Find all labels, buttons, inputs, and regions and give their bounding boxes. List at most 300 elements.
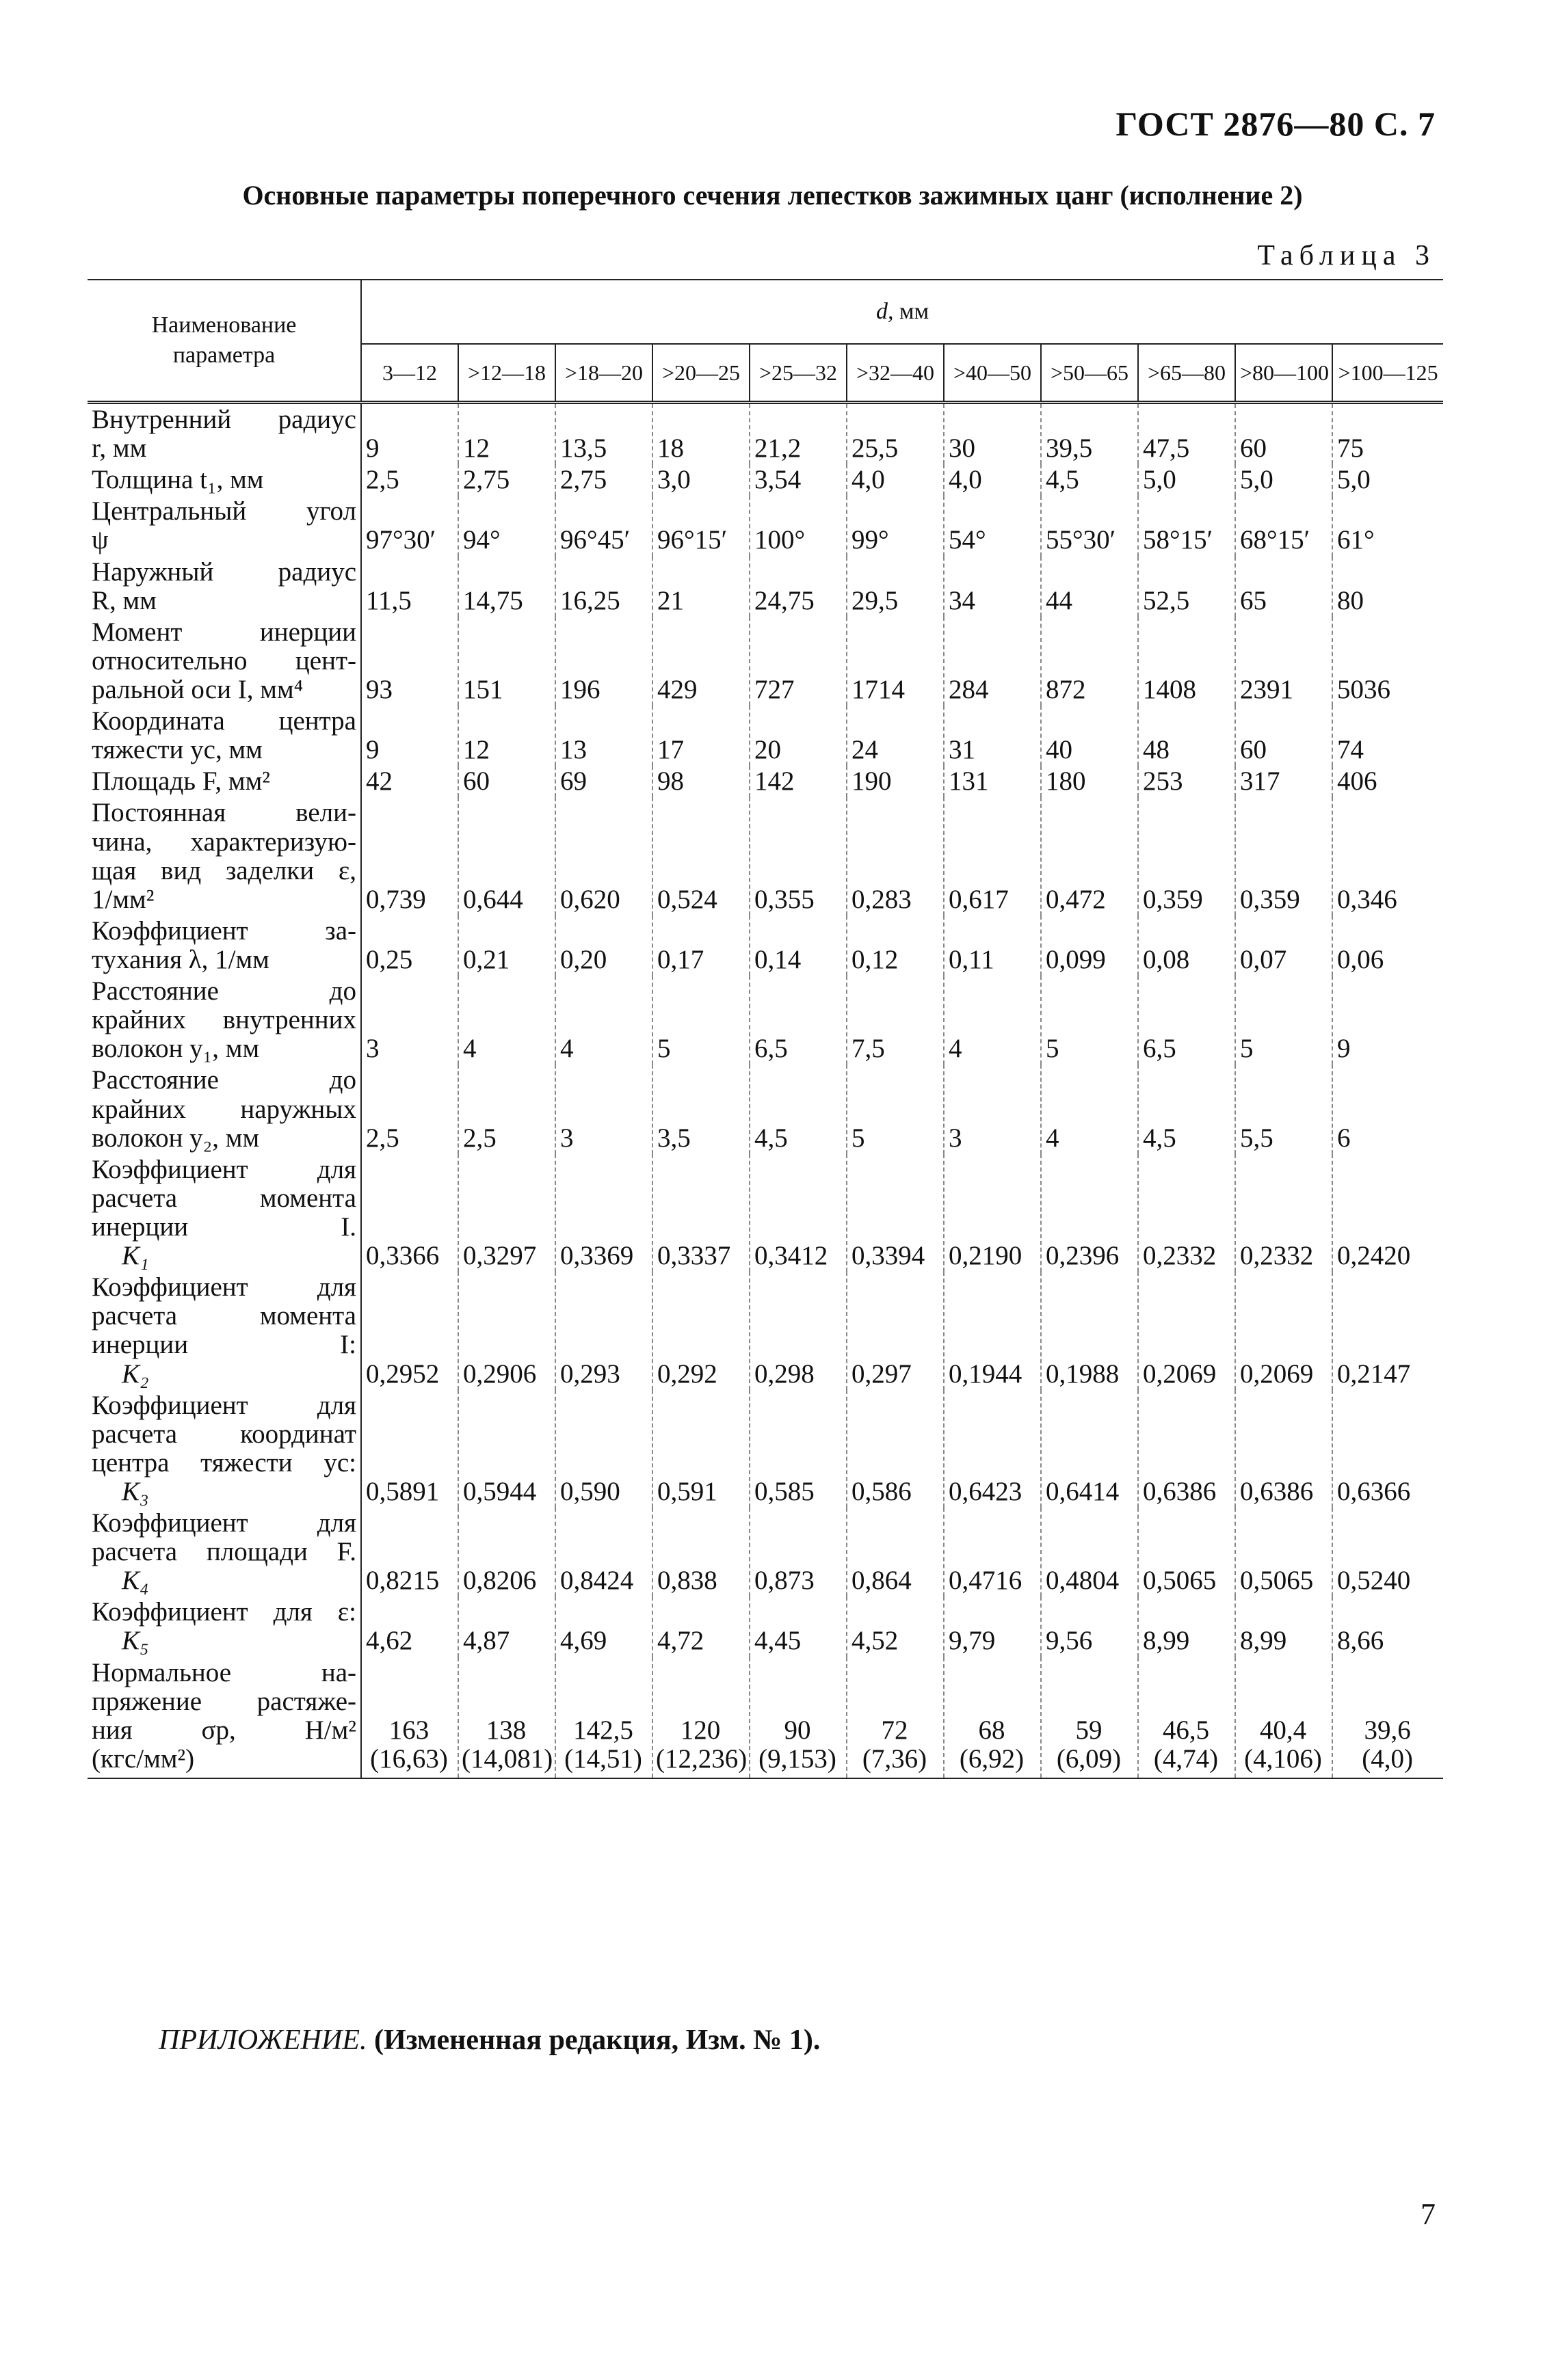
value-cell <box>1332 1657 1443 1778</box>
value-text: 3,0 <box>657 465 691 495</box>
value-text: 0,20 <box>560 944 607 974</box>
value-text: 11,5 <box>366 585 412 615</box>
value-cell <box>1041 1508 1138 1596</box>
parameter-name-line: чина, характеризую- <box>92 827 356 857</box>
value-text: 0,617 <box>949 884 1009 914</box>
value-text: 0,25 <box>366 944 413 974</box>
value-text: 872 <box>1046 674 1086 704</box>
value-text: 42 <box>366 766 393 797</box>
value-text: 0,2952 <box>366 1359 440 1389</box>
value-cell <box>944 797 1041 915</box>
value-text: 0,2147 <box>1337 1359 1411 1389</box>
parameter-name-cell <box>88 1065 361 1153</box>
value-cell <box>1235 766 1332 797</box>
header-range: >20—25 <box>652 344 750 403</box>
value-text: 2,5 <box>366 465 399 495</box>
value-cell <box>1041 496 1138 556</box>
value-text: 6,5 <box>754 1034 788 1064</box>
value-cell <box>555 1065 652 1153</box>
value-cell <box>847 915 944 976</box>
value-cell <box>847 797 944 915</box>
value-text: 429 <box>657 674 698 704</box>
value-text: 4 <box>560 1034 574 1064</box>
value-text: 142,5 <box>573 1715 633 1745</box>
parameter-name-line: расчета момента <box>92 1183 356 1213</box>
value-text: 60 <box>1240 433 1267 464</box>
value-cell <box>1332 557 1443 617</box>
table-row <box>88 797 1443 915</box>
table-row <box>88 1390 1443 1508</box>
table-row <box>88 496 1443 556</box>
value-cell <box>1332 1272 1443 1389</box>
table-row <box>88 617 1443 706</box>
value-cell <box>1332 1508 1443 1596</box>
parameter-name-cell <box>88 766 361 797</box>
value-text: 0,6386 <box>1240 1476 1314 1506</box>
value-cell <box>1138 617 1235 706</box>
value-text: 39,6 <box>1364 1715 1411 1745</box>
value-cell <box>1332 766 1443 797</box>
value-text: 0,620 <box>560 884 620 914</box>
value-cell <box>1235 706 1332 766</box>
value-cell <box>1332 496 1443 556</box>
value-cell <box>847 557 944 617</box>
value-cell <box>847 976 944 1065</box>
value-text: 3,54 <box>754 465 802 495</box>
value-cell <box>750 915 847 976</box>
value-text: 72 <box>881 1715 908 1745</box>
value-text: 0,3369 <box>560 1241 634 1271</box>
value-cell <box>458 797 555 915</box>
value-cell <box>652 1508 750 1596</box>
value-text: 2391 <box>1240 674 1293 704</box>
value-cell <box>1332 617 1443 706</box>
value-text: 0,6423 <box>949 1476 1022 1506</box>
value-cell <box>1041 557 1138 617</box>
value-text: 24 <box>851 735 878 765</box>
value-text: 2,75 <box>560 465 607 495</box>
header-d-symbol: d, <box>876 298 894 324</box>
value-cell <box>750 617 847 706</box>
value-text: 18 <box>657 433 684 464</box>
value-cell <box>750 1657 847 1778</box>
value-cell <box>1041 1657 1138 1778</box>
parameter-name-line: (кгс/мм²) <box>92 1743 195 1774</box>
value-cell <box>652 557 750 617</box>
value-text: 0,359 <box>1240 884 1300 914</box>
footnote-revision: (Измененная редакция, Изм. № 1). <box>367 2024 821 2056</box>
value-cell <box>361 464 458 496</box>
value-text: 120 <box>680 1715 721 1745</box>
parameter-name-line: волокон y₁, мм <box>92 1034 260 1064</box>
value-cell <box>1235 1154 1332 1272</box>
value-cell <box>361 797 458 915</box>
parameter-name-cell <box>88 617 361 706</box>
value-text: 0,585 <box>754 1476 815 1506</box>
value-text: 196 <box>560 674 600 704</box>
value-text: 5,0 <box>1240 465 1273 495</box>
parameter-name-line: Внутренний радиус <box>92 405 356 434</box>
value-cell <box>555 706 652 766</box>
value-text-secondary: (6,09) <box>1056 1743 1122 1774</box>
value-cell <box>1138 1508 1235 1596</box>
value-cell <box>944 1154 1041 1272</box>
value-text: 100° <box>754 525 806 555</box>
value-text: 0,283 <box>851 884 912 914</box>
value-cell <box>555 1272 652 1389</box>
value-cell <box>555 496 652 556</box>
value-cell <box>1138 766 1235 797</box>
value-text: 0,2396 <box>1046 1241 1120 1271</box>
value-cell <box>458 1596 555 1657</box>
value-cell <box>361 1065 458 1153</box>
value-text: 3 <box>949 1123 962 1153</box>
value-text: 0,292 <box>657 1359 717 1389</box>
header-range: >80—100 <box>1235 344 1332 403</box>
value-text: 5036 <box>1337 674 1390 704</box>
value-cell <box>652 915 750 976</box>
value-text: 0,586 <box>851 1476 912 1506</box>
value-cell <box>944 557 1041 617</box>
value-cell <box>847 1390 944 1508</box>
value-cell <box>652 496 750 556</box>
value-text: 5,0 <box>1337 465 1371 495</box>
value-text: 9,56 <box>1046 1626 1093 1656</box>
table-title: Основные параметры поперечного сечения лепестков зажимных цанг (исполнение 2) <box>242 180 1303 211</box>
header-range: >40—50 <box>944 344 1041 403</box>
value-cell <box>847 1657 944 1778</box>
value-cell <box>944 496 1041 556</box>
value-cell <box>361 976 458 1065</box>
coefficient-symbol: K₃ <box>122 1476 149 1506</box>
value-cell <box>652 1657 750 1778</box>
value-text: 9,79 <box>949 1626 996 1656</box>
value-cell <box>1138 1065 1235 1153</box>
value-cell <box>750 797 847 915</box>
header-range: >18—20 <box>555 344 652 403</box>
value-text: 0,2069 <box>1240 1359 1314 1389</box>
value-cell <box>944 464 1041 496</box>
value-text: 0,3412 <box>754 1241 828 1271</box>
table-row <box>88 1657 1443 1778</box>
value-cell <box>555 797 652 915</box>
parameter-name-cell <box>88 797 361 915</box>
table-row <box>88 1508 1443 1596</box>
value-cell <box>361 915 458 976</box>
value-text: 0,2069 <box>1143 1359 1217 1389</box>
value-cell <box>944 1272 1041 1389</box>
value-text: 24,75 <box>754 585 815 615</box>
header-range: 3—12 <box>361 344 458 403</box>
value-cell <box>944 1657 1041 1778</box>
value-cell <box>555 976 652 1065</box>
value-text: 0,3297 <box>463 1241 537 1271</box>
value-cell <box>1235 617 1332 706</box>
value-text: 55°30′ <box>1046 525 1116 555</box>
parameter-name-cell <box>88 1657 361 1778</box>
value-text: 74 <box>1337 735 1364 765</box>
value-text: 0,06 <box>1337 944 1384 974</box>
value-text: 93 <box>366 674 393 704</box>
value-cell <box>1041 1272 1138 1389</box>
value-text: 58°15′ <box>1143 525 1213 555</box>
value-text: 0,5065 <box>1240 1566 1314 1596</box>
value-cell <box>1041 1596 1138 1657</box>
value-cell <box>652 706 750 766</box>
parameter-name-cell <box>88 403 361 465</box>
table-row <box>88 766 1443 797</box>
value-cell <box>1332 915 1443 976</box>
value-text: 0,644 <box>463 884 523 914</box>
value-text: 3,5 <box>657 1123 691 1153</box>
value-text-secondary: (9,153) <box>758 1743 836 1774</box>
value-text: 0,5944 <box>463 1476 537 1506</box>
value-text: 69 <box>560 766 587 797</box>
value-cell <box>1138 464 1235 496</box>
value-text: 2,5 <box>463 1123 497 1153</box>
table-row <box>88 557 1443 617</box>
parameter-name-cell <box>88 1596 361 1657</box>
value-cell <box>652 1596 750 1657</box>
parameter-name-cell <box>88 464 361 496</box>
value-text: 0,6386 <box>1143 1476 1217 1506</box>
value-text: 0,590 <box>560 1476 620 1506</box>
table-row <box>88 1154 1443 1272</box>
value-text: 60 <box>463 766 490 797</box>
footnote <box>159 2024 820 2057</box>
value-text: 4,45 <box>754 1626 802 1656</box>
value-cell <box>555 1390 652 1508</box>
value-text: 68 <box>978 1715 1005 1745</box>
value-cell <box>847 496 944 556</box>
parameter-name-line: Наружный радиус <box>92 557 356 587</box>
value-cell <box>1235 976 1332 1065</box>
value-cell <box>361 617 458 706</box>
value-cell <box>944 403 1041 465</box>
value-cell <box>1138 496 1235 556</box>
value-text: 2,75 <box>463 465 510 495</box>
value-text: 0,864 <box>851 1566 912 1596</box>
table-row <box>88 706 1443 766</box>
parameter-name-cell <box>88 706 361 766</box>
value-cell <box>847 403 944 465</box>
value-text: 68°15′ <box>1240 525 1310 555</box>
parameter-name-line: расчета координат <box>92 1419 356 1449</box>
table-row <box>88 1272 1443 1389</box>
value-text: 4,87 <box>463 1626 510 1656</box>
value-cell <box>1235 915 1332 976</box>
value-cell <box>1138 797 1235 915</box>
value-cell <box>1041 915 1138 976</box>
value-text: 40 <box>1046 735 1072 765</box>
value-cell <box>1235 1657 1332 1778</box>
parameter-name-line: центра тяжести yc: <box>92 1447 356 1478</box>
value-cell <box>458 496 555 556</box>
parameter-name-line: Коэффициент для <box>92 1508 356 1538</box>
value-cell <box>1235 403 1332 465</box>
value-text: 8,99 <box>1240 1626 1287 1656</box>
value-cell <box>555 1508 652 1596</box>
value-text: 0,5065 <box>1143 1566 1217 1596</box>
value-text: 54° <box>949 525 986 555</box>
value-text: 142 <box>754 766 795 797</box>
parameter-name-line: Коэффициент для <box>92 1390 356 1420</box>
value-text: 60 <box>1240 735 1267 765</box>
value-text: 1714 <box>851 674 905 704</box>
value-text: 12 <box>463 735 490 765</box>
value-text: 0,8206 <box>463 1566 537 1596</box>
value-cell <box>750 1508 847 1596</box>
value-text: 4,0 <box>851 465 885 495</box>
value-cell <box>1235 1390 1332 1508</box>
value-text: 4,69 <box>560 1626 607 1656</box>
value-cell <box>1041 1390 1138 1508</box>
page-number: 7 <box>1421 2197 1436 2231</box>
value-cell <box>944 976 1041 1065</box>
value-text: 4,52 <box>851 1626 899 1656</box>
parameter-name-line: Центральный угол <box>92 496 356 526</box>
value-cell <box>750 1065 847 1153</box>
header-name-line-2: параметра <box>172 343 276 368</box>
value-text-secondary: (12,236) <box>656 1743 748 1774</box>
value-text: 0,346 <box>1337 884 1397 914</box>
value-text: 5 <box>1240 1034 1254 1064</box>
value-cell <box>847 464 944 496</box>
value-text: 98 <box>657 766 684 797</box>
header-range: >100—125 <box>1332 344 1443 403</box>
value-cell <box>458 464 555 496</box>
value-text-secondary: (14,51) <box>564 1743 642 1774</box>
value-text: 4,5 <box>1046 465 1079 495</box>
parameter-name-cell <box>88 976 361 1065</box>
value-text: 0,2906 <box>463 1359 537 1389</box>
parameter-name-line: Коэффициент для <box>92 1154 356 1184</box>
header-diameter <box>361 280 1443 344</box>
value-cell <box>361 403 458 465</box>
parameter-name-line: расчета площади F. <box>92 1537 356 1567</box>
value-text: 40,4 <box>1259 1715 1307 1745</box>
value-cell <box>847 1154 944 1272</box>
value-cell <box>361 1508 458 1596</box>
value-text: 0,21 <box>463 944 510 974</box>
value-cell <box>361 1596 458 1657</box>
value-cell <box>1041 464 1138 496</box>
value-text: 48 <box>1143 735 1170 765</box>
value-cell <box>847 1272 944 1389</box>
header-range: >50—65 <box>1041 344 1138 403</box>
value-cell <box>361 496 458 556</box>
value-cell <box>1332 464 1443 496</box>
value-text: 151 <box>463 674 503 704</box>
value-text: 138 <box>486 1715 527 1745</box>
value-cell <box>1041 617 1138 706</box>
value-cell <box>750 976 847 1065</box>
parameter-name-line: ральной оси I, мм⁴ <box>92 674 304 704</box>
value-cell <box>458 766 555 797</box>
value-text: 96°15′ <box>657 525 728 555</box>
value-text: 12 <box>463 433 490 464</box>
value-text: 0,591 <box>657 1476 717 1506</box>
parameter-name-line: ния σp, Н/м² <box>92 1715 356 1745</box>
document-header: ГОСТ 2876—80 С. 7 <box>1115 105 1436 143</box>
value-text: 4 <box>949 1034 962 1064</box>
value-text: 0,5240 <box>1337 1566 1411 1596</box>
parameter-name-line: расчета момента <box>92 1301 356 1331</box>
value-text: 6 <box>1337 1123 1351 1153</box>
table-row <box>88 1596 1443 1657</box>
value-text: 0,4804 <box>1046 1566 1120 1596</box>
value-cell <box>1235 1272 1332 1389</box>
parameter-name-line: щая вид заделки ε, <box>92 855 356 885</box>
value-text: 5,5 <box>1240 1123 1273 1153</box>
value-cell <box>555 1596 652 1657</box>
value-cell <box>458 1272 555 1389</box>
value-cell <box>847 706 944 766</box>
value-cell <box>361 766 458 797</box>
value-text: 0,12 <box>851 944 899 974</box>
value-text: 0,1944 <box>949 1359 1022 1389</box>
header-range: >65—80 <box>1138 344 1235 403</box>
parameter-name-line: Нормальное на- <box>92 1657 356 1687</box>
value-cell <box>1332 797 1443 915</box>
value-text: 30 <box>949 433 975 464</box>
parameter-name-cell <box>88 915 361 976</box>
value-text: 44 <box>1046 585 1072 615</box>
value-text: 0,739 <box>366 884 426 914</box>
value-cell <box>361 1154 458 1272</box>
value-text: 0,07 <box>1240 944 1287 974</box>
value-cell <box>555 1154 652 1272</box>
parameter-name-line: Момент инерции <box>92 617 356 647</box>
value-cell <box>555 1657 652 1778</box>
value-cell <box>652 1390 750 1508</box>
value-cell <box>652 1154 750 1272</box>
value-cell <box>1138 403 1235 465</box>
parameter-name-line: Координата центра <box>92 706 356 736</box>
value-text: 9 <box>366 735 380 765</box>
value-text: 3 <box>560 1123 574 1153</box>
value-cell <box>1041 706 1138 766</box>
parameter-name-cell <box>88 1508 361 1596</box>
value-cell <box>458 1508 555 1596</box>
value-text: 16,25 <box>560 585 620 615</box>
value-text: 20 <box>754 735 781 765</box>
header-d-unit: мм <box>893 298 929 324</box>
parameter-name-line: инерции I. <box>92 1212 356 1242</box>
value-text: 5 <box>851 1123 865 1153</box>
value-cell <box>1041 976 1138 1065</box>
value-cell <box>847 1596 944 1657</box>
value-text: 0,873 <box>754 1566 815 1596</box>
value-text: 0,4716 <box>949 1566 1022 1596</box>
parameter-name-line: ψ <box>92 525 109 555</box>
value-text: 0,17 <box>657 944 704 974</box>
value-text-secondary: (4,74) <box>1153 1743 1219 1774</box>
parameter-name-line: тухания λ, 1/мм <box>92 944 269 974</box>
value-text: 4,72 <box>657 1626 704 1656</box>
value-text: 9 <box>366 433 380 464</box>
value-text: 97°30′ <box>366 525 436 555</box>
value-cell <box>458 706 555 766</box>
value-text: 29,5 <box>851 585 899 615</box>
value-text: 0,6414 <box>1046 1476 1120 1506</box>
value-cell <box>1138 915 1235 976</box>
value-text: 4,5 <box>1143 1123 1176 1153</box>
value-cell <box>944 617 1041 706</box>
parameter-name-line: r, мм <box>92 433 147 464</box>
value-cell <box>1041 797 1138 915</box>
value-cell <box>1332 1154 1443 1272</box>
